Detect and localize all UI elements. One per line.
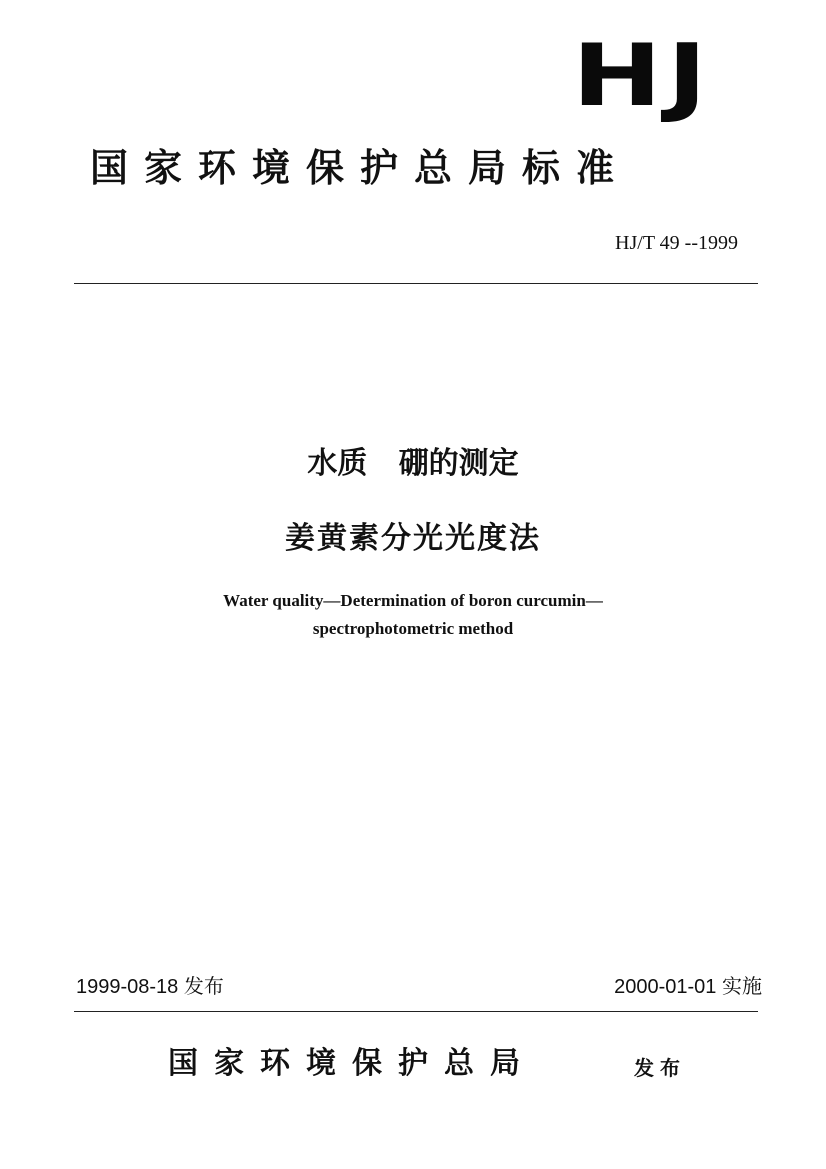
- standard-number: HJ/T 49 --1999: [615, 232, 738, 254]
- publisher-name: 国家环境保护总局: [168, 1046, 536, 1081]
- implementation-date: 2000-01-01 实施: [614, 976, 762, 998]
- chinese-title-line-1: 水质 硼的测定: [307, 446, 519, 481]
- publisher-suffix: 发布: [634, 1056, 686, 1080]
- english-title-line-1: Water quality—Determination of boron curcumin—: [223, 591, 603, 610]
- agency-standard-title: 国家环境保护总局标准: [90, 145, 631, 190]
- footer-divider: [74, 1011, 758, 1012]
- issue-date: 1999-08-18 发布: [76, 976, 224, 998]
- header-divider: [74, 283, 758, 284]
- chinese-title-line-2: 姜黄素分光光度法: [285, 521, 541, 556]
- standard-logo: HJ: [572, 26, 712, 126]
- english-title-line-2: spectrophotometric method: [312, 619, 514, 638]
